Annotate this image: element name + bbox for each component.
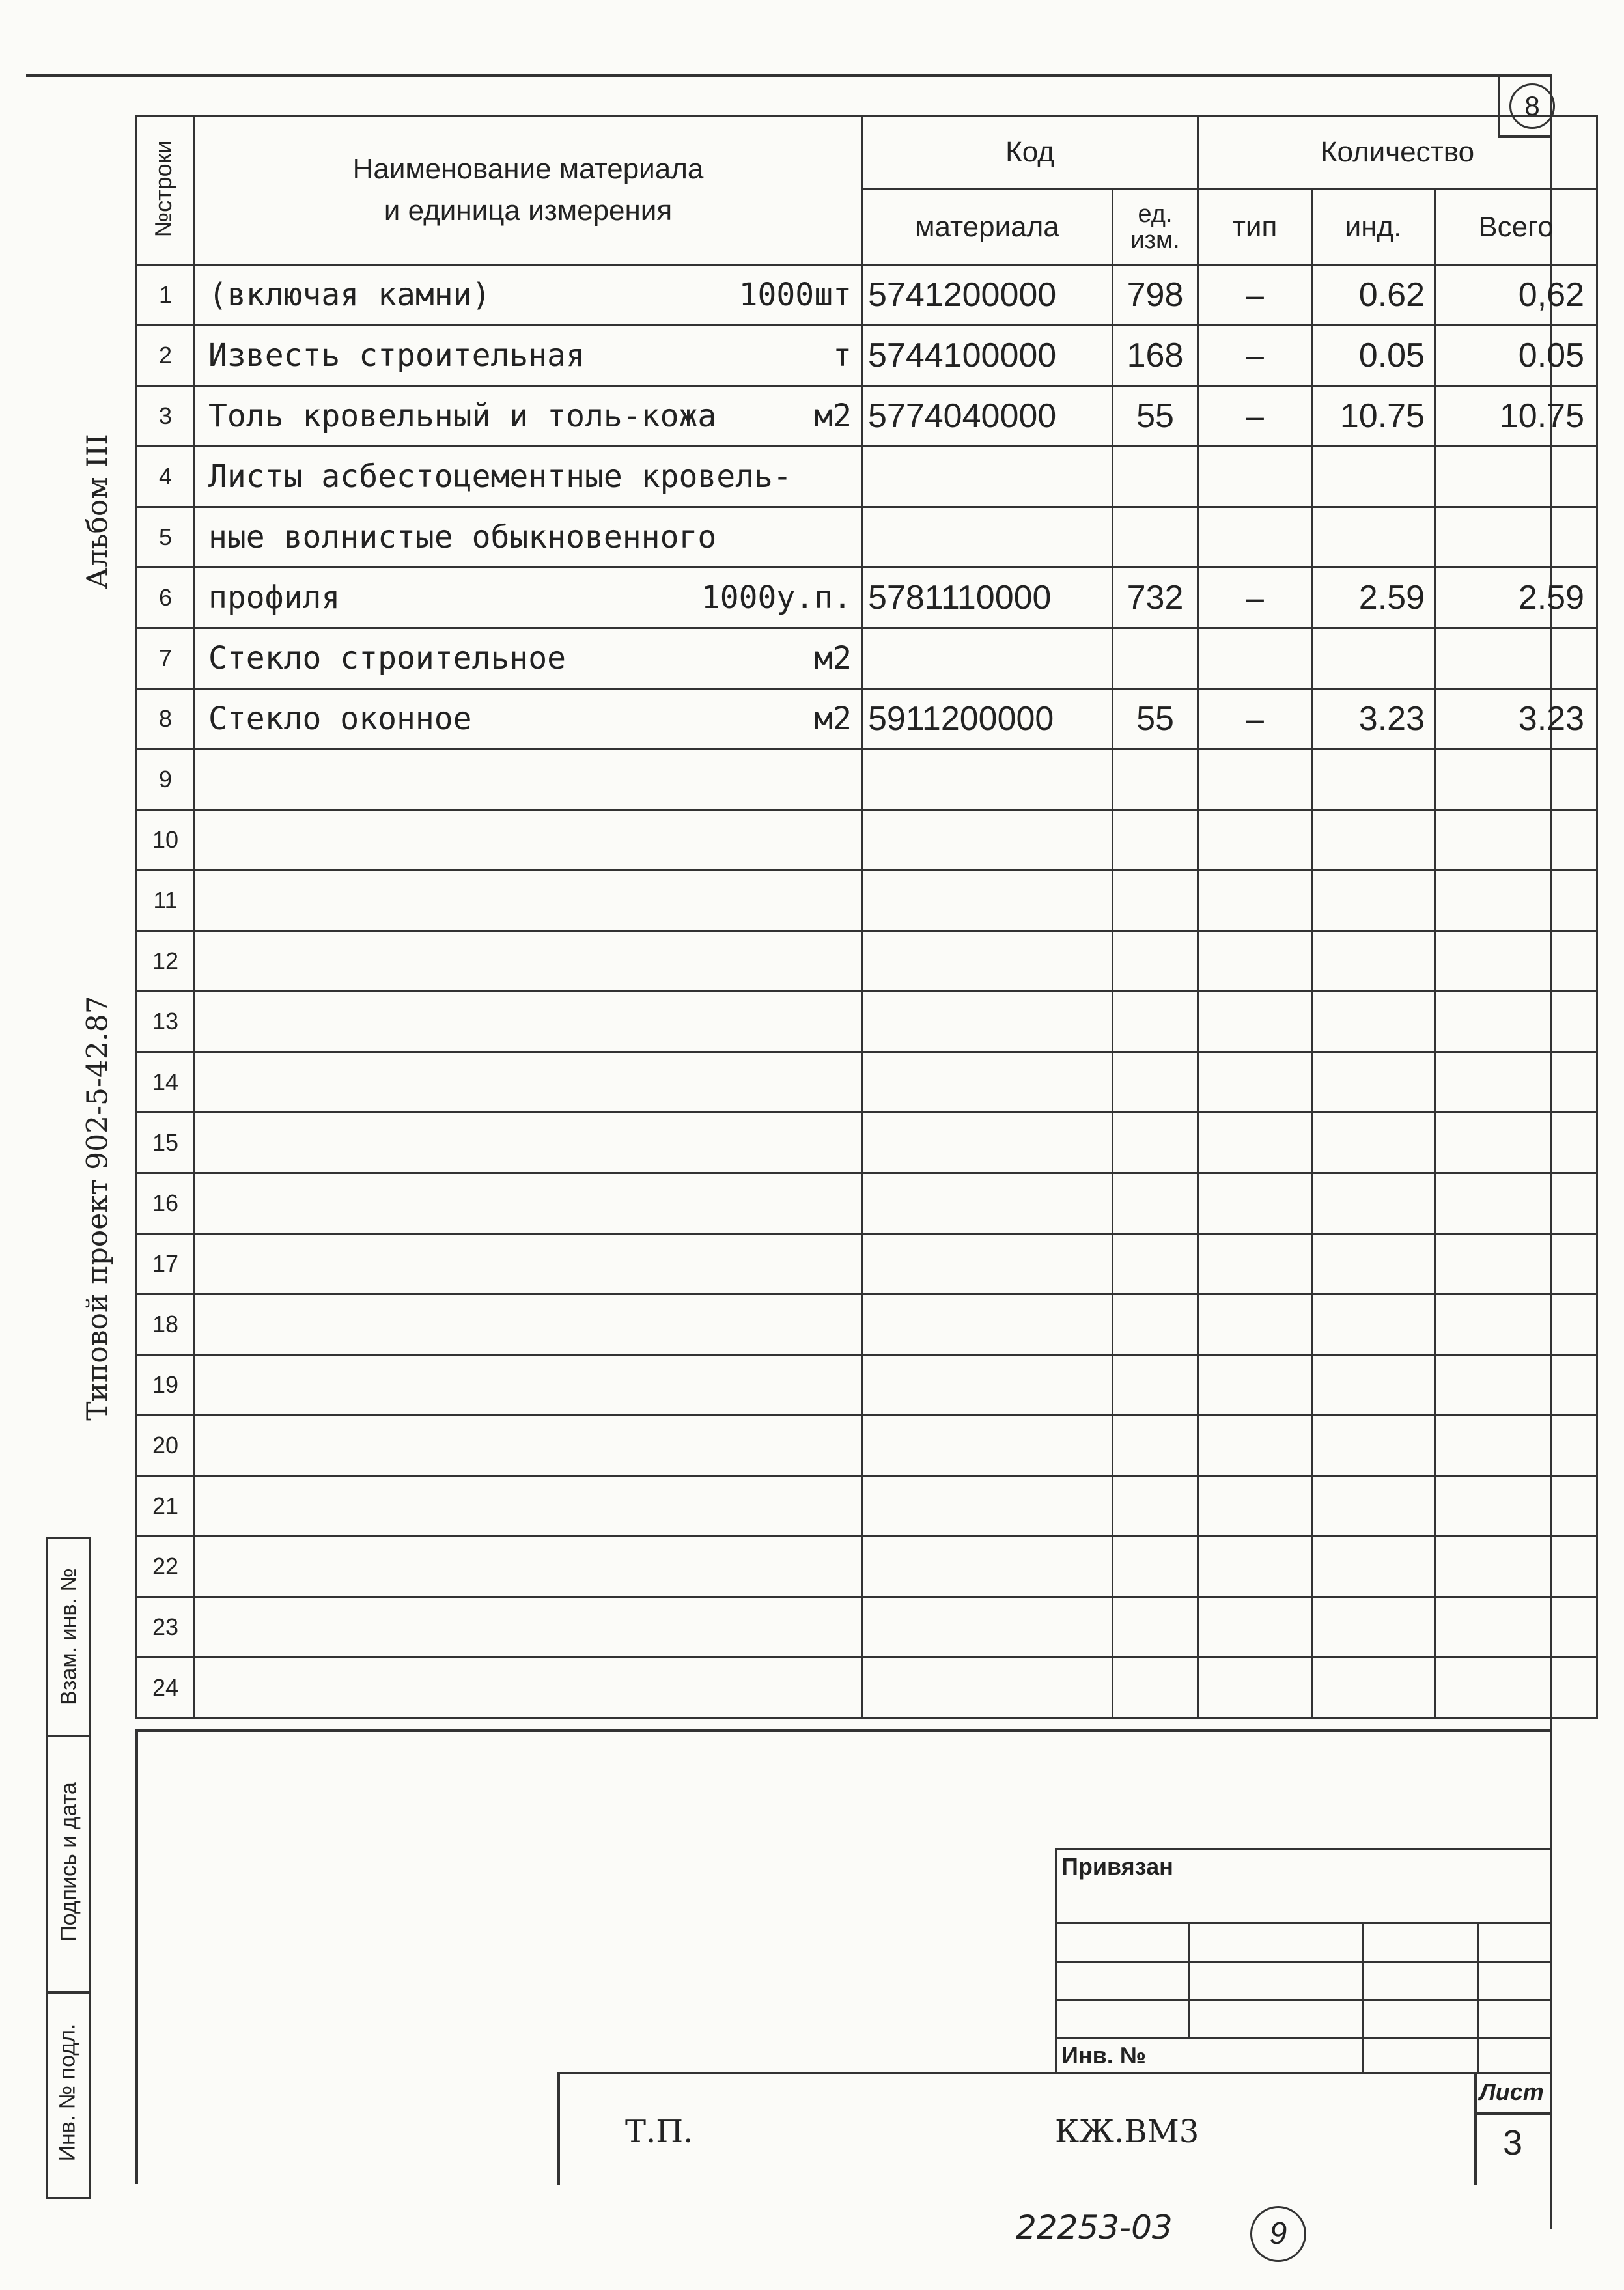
material-name-cell xyxy=(195,1355,862,1416)
material-code xyxy=(862,1416,1113,1476)
qty-ind xyxy=(1312,1537,1435,1597)
table-row xyxy=(137,265,1597,326)
side-stamp-strip xyxy=(46,1537,91,2199)
col-code-material: материала xyxy=(862,189,1113,265)
title-tp: Т.П. xyxy=(625,2114,693,2150)
unit-code xyxy=(1113,810,1198,871)
unit-code xyxy=(1113,1658,1198,1718)
table-row xyxy=(137,1052,1597,1113)
qty-total xyxy=(1435,931,1597,992)
material-code: 5911200000 xyxy=(862,689,1113,749)
qty-total: 3.23 xyxy=(1435,689,1597,749)
material-name-cell xyxy=(195,1173,862,1234)
qty-type xyxy=(1198,871,1312,931)
frame-top-line xyxy=(26,74,1550,77)
unit-code xyxy=(1113,749,1198,810)
material-name: Стекло строительное xyxy=(208,640,567,677)
row-number: 4 xyxy=(137,447,195,507)
material-unit: м2 xyxy=(814,701,852,737)
qty-type xyxy=(1198,1416,1312,1476)
material-code xyxy=(862,810,1113,871)
material-name: ные волнистые обыкновенного xyxy=(208,519,717,555)
page-number: 8 xyxy=(1509,83,1555,129)
qty-type xyxy=(1198,810,1312,871)
side-label-inv: Инв. № подл. xyxy=(55,2023,80,2162)
unit-code xyxy=(1113,628,1198,689)
unit-code xyxy=(1113,931,1198,992)
qty-type xyxy=(1198,1294,1312,1355)
qty-type xyxy=(1198,992,1312,1052)
material-name-cell xyxy=(195,1476,862,1537)
row-number: 10 xyxy=(137,810,195,871)
table-row xyxy=(137,1355,1597,1416)
project-label: Типовой проект 902-5-42.87 xyxy=(81,996,115,1421)
material-unit: м2 xyxy=(814,398,852,434)
binding-stamp xyxy=(1055,1848,1552,2073)
qty-total xyxy=(1435,1537,1597,1597)
table-row xyxy=(137,689,1597,749)
side-cell-inv xyxy=(48,1994,89,2193)
sheet-label: Лист xyxy=(1479,2078,1544,2105)
row-number: 2 xyxy=(137,326,195,386)
side-label-sign: Подпись и дата xyxy=(56,1782,81,1942)
unit-code xyxy=(1113,1294,1198,1355)
qty-type xyxy=(1198,1052,1312,1113)
name-header-line2: и единица измерения xyxy=(384,195,673,227)
qty-ind xyxy=(1312,1294,1435,1355)
material-name-cell xyxy=(195,871,862,931)
linked-label: Привязан xyxy=(1061,1853,1173,1880)
qty-total xyxy=(1435,1173,1597,1234)
material-code xyxy=(862,1597,1113,1658)
material-code xyxy=(862,447,1113,507)
qty-type xyxy=(1198,1658,1312,1718)
material-name-cell xyxy=(195,810,862,871)
qty-total xyxy=(1435,1476,1597,1537)
qty-type xyxy=(1198,1476,1312,1537)
material-code: 5774040000 xyxy=(862,386,1113,447)
material-name: Толь кровельный и толь-кожа xyxy=(208,398,717,434)
material-code xyxy=(862,1294,1113,1355)
unit-code xyxy=(1113,1052,1198,1113)
row-number: 23 xyxy=(137,1597,195,1658)
row-number: 21 xyxy=(137,1476,195,1537)
qty-type xyxy=(1198,1597,1312,1658)
unit-code xyxy=(1113,447,1198,507)
material-unit: т xyxy=(833,337,852,374)
qty-type xyxy=(1198,931,1312,992)
qty-total xyxy=(1435,1234,1597,1294)
material-code: 5744100000 xyxy=(862,326,1113,386)
qty-ind xyxy=(1312,871,1435,931)
qty-type xyxy=(1198,447,1312,507)
material-name-cell xyxy=(195,1597,862,1658)
qty-ind xyxy=(1312,628,1435,689)
material-code xyxy=(862,1052,1113,1113)
material-name: Листы асбестоцементные кровель- xyxy=(208,458,792,495)
material-code: 5741200000 xyxy=(862,265,1113,326)
qty-ind xyxy=(1312,1416,1435,1476)
table-row xyxy=(137,810,1597,871)
qty-type xyxy=(1198,1234,1312,1294)
unit-code xyxy=(1113,507,1198,568)
row-number: 1 xyxy=(137,265,195,326)
table-row xyxy=(137,1537,1597,1597)
material-unit: м2 xyxy=(814,640,852,677)
material-code xyxy=(862,1113,1113,1173)
qty-total xyxy=(1435,507,1597,568)
material-code xyxy=(862,1355,1113,1416)
unit-code xyxy=(1113,1173,1198,1234)
materials-table xyxy=(135,115,1598,1719)
row-number: 15 xyxy=(137,1113,195,1173)
table-row xyxy=(137,1658,1597,1718)
qty-total: 0,62 xyxy=(1435,265,1597,326)
qty-type: – xyxy=(1198,568,1312,628)
unit-code xyxy=(1113,1355,1198,1416)
side-cell-replace xyxy=(48,1539,89,1737)
qty-ind xyxy=(1312,1173,1435,1234)
table-row xyxy=(137,1476,1597,1537)
name-header-line1: Наименование материала xyxy=(352,153,704,185)
unit-code xyxy=(1113,1597,1198,1658)
material-unit xyxy=(852,458,861,495)
qty-ind xyxy=(1312,1355,1435,1416)
material-name: (включая камни) xyxy=(208,277,491,313)
material-unit xyxy=(852,519,861,555)
unit-code: 168 xyxy=(1113,326,1198,386)
table-row xyxy=(137,447,1597,507)
qty-total xyxy=(1435,1294,1597,1355)
qty-ind xyxy=(1312,992,1435,1052)
unit-code xyxy=(1113,1476,1198,1537)
qty-ind xyxy=(1312,507,1435,568)
qty-total xyxy=(1435,1597,1597,1658)
material-name: Известь строительная xyxy=(208,337,585,374)
row-number: 24 xyxy=(137,1658,195,1718)
row-number: 19 xyxy=(137,1355,195,1416)
unit-code: 55 xyxy=(1113,386,1198,447)
qty-type xyxy=(1198,628,1312,689)
qty-total xyxy=(1435,628,1597,689)
col-code-unit: ед. изм. xyxy=(1113,189,1198,265)
row-number: 18 xyxy=(137,1294,195,1355)
qty-type: – xyxy=(1198,386,1312,447)
row-number: 12 xyxy=(137,931,195,992)
material-name-cell xyxy=(195,689,862,749)
material-name-cell xyxy=(195,507,862,568)
qty-total: 2.59 xyxy=(1435,568,1597,628)
material-code xyxy=(862,1234,1113,1294)
material-name: Стекло оконное xyxy=(208,701,472,737)
qty-ind: 0.05 xyxy=(1312,326,1435,386)
table-row xyxy=(137,1113,1597,1173)
table-row xyxy=(137,931,1597,992)
qty-type xyxy=(1198,749,1312,810)
qty-total: 0.05 xyxy=(1435,326,1597,386)
qty-type: – xyxy=(1198,689,1312,749)
qty-total xyxy=(1435,1113,1597,1173)
col-code-header: Код xyxy=(862,116,1198,189)
material-name-cell xyxy=(195,992,862,1052)
material-code: 5781110000 xyxy=(862,568,1113,628)
material-name-cell xyxy=(195,326,862,386)
unit-code: 732 xyxy=(1113,568,1198,628)
qty-total xyxy=(1435,1658,1597,1718)
qty-ind xyxy=(1312,1597,1435,1658)
material-name-cell xyxy=(195,1294,862,1355)
material-code xyxy=(862,1658,1113,1718)
qty-total: 10.75 xyxy=(1435,386,1597,447)
qty-ind xyxy=(1312,447,1435,507)
row-number: 3 xyxy=(137,386,195,447)
unit-code xyxy=(1113,871,1198,931)
material-name-cell xyxy=(195,568,862,628)
qty-ind xyxy=(1312,1476,1435,1537)
material-name-cell xyxy=(195,386,862,447)
qty-type: – xyxy=(1198,326,1312,386)
qty-ind: 3.23 xyxy=(1312,689,1435,749)
unit-code xyxy=(1113,1537,1198,1597)
footer-number: 22253-03 xyxy=(1016,2209,1173,2246)
qty-ind xyxy=(1312,931,1435,992)
qty-type xyxy=(1198,1113,1312,1173)
col-qty-ind: инд. xyxy=(1312,189,1435,265)
qty-ind xyxy=(1312,1052,1435,1113)
material-name-cell xyxy=(195,1113,862,1173)
col-name-header xyxy=(195,116,862,265)
col-qty-total: Всего xyxy=(1435,189,1597,265)
row-number: 22 xyxy=(137,1537,195,1597)
material-name-cell xyxy=(195,749,862,810)
material-code xyxy=(862,931,1113,992)
material-code xyxy=(862,507,1113,568)
table-row xyxy=(137,326,1597,386)
qty-ind: 2.59 xyxy=(1312,568,1435,628)
unit-code xyxy=(1113,1234,1198,1294)
material-name-cell xyxy=(195,931,862,992)
table-row xyxy=(137,386,1597,447)
material-name: профиля xyxy=(208,579,341,616)
material-unit: 1000шт xyxy=(738,277,852,313)
material-name-cell xyxy=(195,265,862,326)
title-block xyxy=(557,2072,1552,2185)
qty-total xyxy=(1435,1052,1597,1113)
row-number: 7 xyxy=(137,628,195,689)
qty-ind xyxy=(1312,1113,1435,1173)
material-code xyxy=(862,1173,1113,1234)
col-row-no-header xyxy=(137,116,195,265)
album-label: Альбом III xyxy=(81,434,115,589)
table-row xyxy=(137,871,1597,931)
qty-type xyxy=(1198,507,1312,568)
material-name-cell xyxy=(195,1416,862,1476)
side-label-replace: Взам. инв. № xyxy=(56,1568,81,1705)
qty-ind xyxy=(1312,810,1435,871)
material-name-cell xyxy=(195,1052,862,1113)
col-qty-type: тип xyxy=(1198,189,1312,265)
qty-ind: 0.62 xyxy=(1312,265,1435,326)
row-number: 11 xyxy=(137,871,195,931)
qty-type xyxy=(1198,1537,1312,1597)
unit-code: 55 xyxy=(1113,689,1198,749)
material-name-cell xyxy=(195,447,862,507)
table-row xyxy=(137,992,1597,1052)
sheet-number: 3 xyxy=(1503,2123,1523,2162)
material-name-cell xyxy=(195,1234,862,1294)
material-name-cell xyxy=(195,628,862,689)
qty-ind xyxy=(1312,749,1435,810)
qty-total xyxy=(1435,447,1597,507)
material-code xyxy=(862,992,1113,1052)
table-row xyxy=(137,1597,1597,1658)
unit-code: 798 xyxy=(1113,265,1198,326)
row-number: 13 xyxy=(137,992,195,1052)
qty-ind: 10.75 xyxy=(1312,386,1435,447)
material-code xyxy=(862,1537,1113,1597)
table-row xyxy=(137,1294,1597,1355)
table-row xyxy=(137,749,1597,810)
material-code xyxy=(862,871,1113,931)
col-quantity-header: Количество xyxy=(1198,116,1597,189)
material-code xyxy=(862,749,1113,810)
row-number: 8 xyxy=(137,689,195,749)
table-row xyxy=(137,1234,1597,1294)
table-row xyxy=(137,507,1597,568)
material-name-cell xyxy=(195,1537,862,1597)
row-number: 5 xyxy=(137,507,195,568)
table-row xyxy=(137,1173,1597,1234)
qty-type xyxy=(1198,1173,1312,1234)
unit-code xyxy=(1113,1416,1198,1476)
qty-total xyxy=(1435,1416,1597,1476)
qty-total xyxy=(1435,992,1597,1052)
qty-type xyxy=(1198,1355,1312,1416)
material-code xyxy=(862,1476,1113,1537)
qty-ind xyxy=(1312,1234,1435,1294)
qty-type: – xyxy=(1198,265,1312,326)
table-row xyxy=(137,628,1597,689)
material-unit: 1000у.п. xyxy=(701,579,852,616)
qty-total xyxy=(1435,871,1597,931)
footer-circle: 9 xyxy=(1250,2206,1306,2262)
table-row xyxy=(137,1416,1597,1476)
row-number: 9 xyxy=(137,749,195,810)
row-number: 14 xyxy=(137,1052,195,1113)
qty-total xyxy=(1435,1355,1597,1416)
row-number: 6 xyxy=(137,568,195,628)
inv-no-label: Инв. № xyxy=(1061,2042,1146,2069)
qty-total xyxy=(1435,810,1597,871)
side-cell-sign xyxy=(48,1737,89,1994)
qty-total xyxy=(1435,749,1597,810)
material-name-cell xyxy=(195,1658,862,1718)
row-number: 16 xyxy=(137,1173,195,1234)
unit-code xyxy=(1113,1113,1198,1173)
title-code: КЖ.ВМ3 xyxy=(1055,2114,1199,2150)
table-row xyxy=(137,568,1597,628)
material-code xyxy=(862,628,1113,689)
qty-ind xyxy=(1312,1658,1435,1718)
row-number: 20 xyxy=(137,1416,195,1476)
unit-code xyxy=(1113,992,1198,1052)
row-number: 17 xyxy=(137,1234,195,1294)
row-no-label: №строки xyxy=(150,140,176,238)
